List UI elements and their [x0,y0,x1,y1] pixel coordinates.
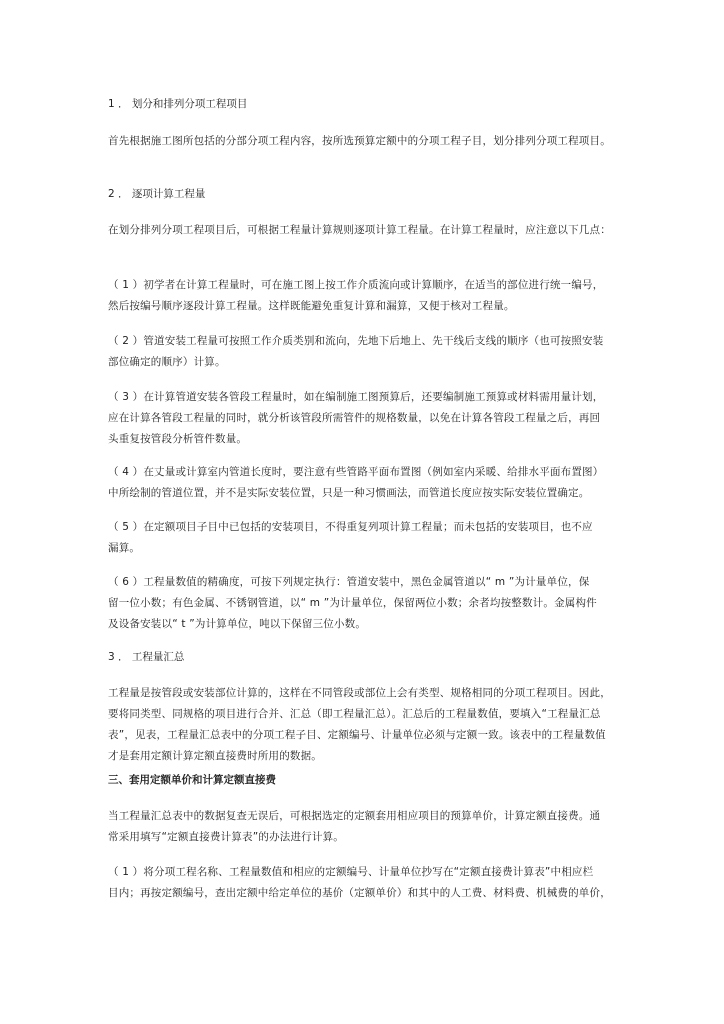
paragraph-line: 中所绘制的管道位置，并不是实际安装位置，只是一种习惯画法，而管道长度应按实际安装位置确定。 [108,487,590,499]
paragraph-line: 留一位小数；有色金属、不锈钢管道，以“ m ”为计量单位，保留两位小数；余者均按整数计。金属构件 [108,597,597,609]
paragraph-line: 当工程量汇总表中的数据复查无误后，可根据选定的定额套用相应项目的预算单价，计算定额直接费。通 [108,810,601,822]
paragraph-line: （ 5 ）在定额项目子目中已包括的安装项目，不得重复列项计算工程量；而未包括的安装项目，也不应 [108,521,593,533]
paragraph-7 [108,517,620,559]
paragraph-line: （ 1 ）初学者在计算工程量时，可在施工图上按工作介质流向或计算顺序，在适当的部位进行统一编号， [108,279,604,291]
paragraph-line: 要将同类型、同规格的项目进行合并、汇总（即工程量汇总）。汇总后的工程量数值，要填入“工程量汇总 [108,708,601,720]
paragraph-1 [108,131,620,152]
paragraph-8 [108,572,620,635]
paragraph-line: 工程量是按管段或安装部位计算的，这样在不同管段或部位上会有类型、规格相同的分项工程项目。因此， [108,687,611,699]
paragraph-line: 部位确定的顺序）计算。 [108,356,226,368]
section-heading-1: 1 ． 划分和排列分项工程项目 [108,98,248,110]
paragraph-line: 及设备安装以“ t ”为计算单位，吨以下保留三位小数。 [108,618,367,630]
paragraph-4 [108,331,620,373]
paragraph-line: （ 6 ）工程量数值的精确度，可按下列规定执行：管道安装中，黑色金属管道以“ m ”为计量单位，保 [108,576,590,588]
paragraph-5 [108,387,620,450]
section-heading-3: 3 ． 工程量汇总 [108,651,185,663]
section-heading-2: 2 ． 逐项计算工程量 [108,188,206,200]
paragraph-line: （ 4 ）在丈量或计算室内管道长度时，要注意有些管路平面布置图（例如室内采暖、给排水平面布置图） [108,466,604,478]
paragraph-line: 首先根据施工图所包括的分部分项工程内容，按所选预算定额中的分项工程子目，划分排列分项工程项目。 [108,135,611,147]
section-heading-4: 三、套用定额单价和计算定额直接费 [108,774,276,786]
paragraph-line: （ 2 ）管道安装工程量可按照工作介质类别和流向，先地下后地上、先干线后支线的顺序（也可按照安装 [108,335,604,347]
paragraph-line: 目内；再按定额编号，查出定额中给定单位的基价（定额单价）和其中的人工费、材料费、机械费的单价， [108,887,611,899]
paragraph-line: 应在计算各管段工程量的同时，就分析该管段所需管件的规格数量，以免在计算各管段工程量之后，再回 [108,412,601,424]
paragraph-line: （ 1 ）将分项工程名称、工程量数值和相应的定额编号、计量单位抄写在“定额直接费计算表”中相应栏 [108,866,594,878]
paragraph-line: 才是套用定额计算定额直接费时所用的数据。 [108,750,322,762]
paragraph-9 [108,683,620,767]
paragraph-3 [108,275,620,317]
paragraph-line: 常采用填写“定额直接费计算表”的办法进行计算。 [108,831,344,843]
paragraph-line: 表”，见表，工程量汇总表中的分项工程子目、定额编号、计量单位必须与定额一致。该表中的工程量数值 [108,729,606,741]
paragraph-6 [108,462,620,504]
paragraph-line: 在划分排列分项工程项目后，可根据工程量计算规则逐项计算工程量。在计算工程量时，应注意以下几点： [108,224,611,236]
paragraph-10 [108,806,620,848]
paragraph-line: 漏算。 [108,542,141,554]
paragraph-line: 头重复按管段分析管件数量。 [108,433,248,445]
paragraph-11 [108,862,620,904]
paragraph-line: （ 3 ）在计算管道安装各管段工程量时，如在编制施工图预算后，还要编制施工预算或材料需用量计划， [108,391,604,403]
paragraph-line: 然后按编号顺序逐段计算工程量。这样既能避免重复计算和漏算，又便于核对工程量。 [108,300,515,312]
paragraph-2 [108,220,620,241]
